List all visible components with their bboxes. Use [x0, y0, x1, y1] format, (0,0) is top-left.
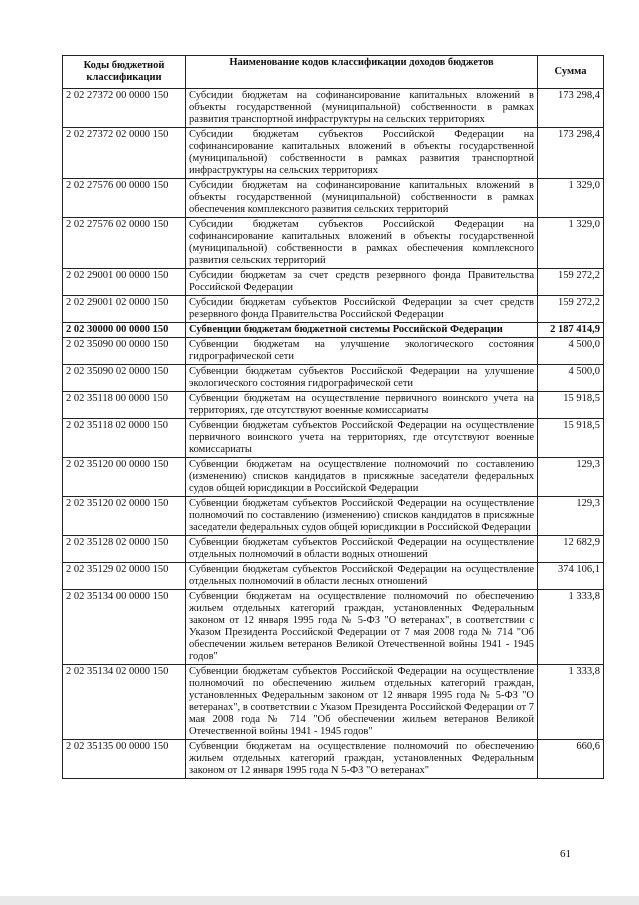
- budget-code-cell: 2 02 35134 00 0000 150: [63, 590, 186, 665]
- amount-cell: 4 500,0: [538, 338, 604, 365]
- budget-code-cell: 2 02 35134 02 0000 150: [63, 665, 186, 740]
- table-row: [63, 323, 604, 338]
- budget-code-cell: 2 02 27576 00 0000 150: [63, 179, 186, 218]
- description-cell: Субвенции бюджетам на осуществление полномочий по составлению (изменению) списков кандидатов в присяжные заседатели федеральных судов общей юрисдикции в Российской Федерации: [186, 458, 538, 497]
- amount-cell: 173 298,4: [538, 89, 604, 128]
- table-row: [63, 179, 604, 218]
- table-row: [63, 458, 604, 497]
- amount-cell: 12 682,9: [538, 536, 604, 563]
- header-sum: Сумма: [538, 56, 604, 89]
- budget-classification-table: [62, 55, 604, 779]
- budget-code-cell: 2 02 35129 02 0000 150: [63, 563, 186, 590]
- amount-cell: 129,3: [538, 497, 604, 536]
- amount-cell: 129,3: [538, 458, 604, 497]
- budget-code-cell: 2 02 35118 00 0000 150: [63, 392, 186, 419]
- amount-cell: 1 329,0: [538, 179, 604, 218]
- description-cell: Субвенции бюджетам субъектов Российской Федерации на осуществление отдельных полномочий в области лесных отношений: [186, 563, 538, 590]
- budget-code-cell: 2 02 35090 00 0000 150: [63, 338, 186, 365]
- table-row: [63, 392, 604, 419]
- header-name: Наименование кодов классификации доходов бюджетов: [186, 56, 538, 89]
- description-cell: Субсидии бюджетам на софинансирование капитальных вложений в объекты государственной (муниципальной) собственности в рамках развития транспортной инфраструктуры на сельских территориях: [186, 89, 538, 128]
- description-cell: Субвенции бюджетам на улучшение экологического состояния гидрографической сети: [186, 338, 538, 365]
- budget-code-cell: 2 02 29001 02 0000 150: [63, 296, 186, 323]
- amount-cell: 660,6: [538, 740, 604, 779]
- table-row: [63, 665, 604, 740]
- description-cell: Субвенции бюджетам субъектов Российской Федерации на осуществление отдельных полномочий в области водных отношений: [186, 536, 538, 563]
- amount-cell: 15 918,5: [538, 419, 604, 458]
- amount-cell: 15 918,5: [538, 392, 604, 419]
- amount-cell: 2 187 414,9: [538, 323, 604, 338]
- budget-code-cell: 2 02 35120 00 0000 150: [63, 458, 186, 497]
- budget-code-cell: 2 02 35120 02 0000 150: [63, 497, 186, 536]
- header-codes: Коды бюджетной классификации: [63, 56, 186, 89]
- table-row: [63, 218, 604, 269]
- table-header-row: [63, 56, 604, 89]
- table-row: [63, 497, 604, 536]
- table-row: [63, 365, 604, 392]
- table-row: [63, 269, 604, 296]
- table-row: [63, 563, 604, 590]
- amount-cell: 374 106,1: [538, 563, 604, 590]
- budget-code-cell: 2 02 27576 02 0000 150: [63, 218, 186, 269]
- table-row: [63, 338, 604, 365]
- table-row: [63, 128, 604, 179]
- amount-cell: 159 272,2: [538, 269, 604, 296]
- amount-cell: 1 333,8: [538, 665, 604, 740]
- budget-code-cell: 2 02 35135 00 0000 150: [63, 740, 186, 779]
- budget-code-cell: 2 02 30000 00 0000 150: [63, 323, 186, 338]
- description-cell: Субсидии бюджетам субъектов Российской Федерации за счет средств резервного фонда Правительства Российской Федерации: [186, 296, 538, 323]
- description-cell: Субвенции бюджетам субъектов Российской Федерации на улучшение экологического состояния гидрографической сети: [186, 365, 538, 392]
- table-row: [63, 740, 604, 779]
- amount-cell: 1 333,8: [538, 590, 604, 665]
- description-cell: Субвенции бюджетам субъектов Российской Федерации на осуществление полномочий по обеспечению жильем отдельных категорий граждан, установленных Федеральным законом от 12 января 1995 года № 5-ФЗ "О ветеранах", в соответствии с Указом Президента Российской Федерации от 7 мая 2008 года № 714 "Об обеспечении жильем ветеранов Великой Отечественной войны 1941 - 1945 годов": [186, 665, 538, 740]
- description-cell: Субсидии бюджетам за счет средств резервного фонда Правительства Российской Федерации: [186, 269, 538, 296]
- budget-code-cell: 2 02 27372 00 0000 150: [63, 89, 186, 128]
- budget-code-cell: 2 02 35128 02 0000 150: [63, 536, 186, 563]
- table-row: [63, 296, 604, 323]
- budget-code-cell: 2 02 35090 02 0000 150: [63, 365, 186, 392]
- table-row: [63, 536, 604, 563]
- page-number: 61: [560, 848, 571, 860]
- table-row: [63, 590, 604, 665]
- amount-cell: 173 298,4: [538, 128, 604, 179]
- scan-bottom-edge: [0, 896, 639, 905]
- description-cell: Субсидии бюджетам на софинансирование капитальных вложений в объекты государственной (муниципальной) собственности в рамках обеспечения комплексного развития сельских территорий: [186, 179, 538, 218]
- table-body: [63, 89, 604, 779]
- amount-cell: 4 500,0: [538, 365, 604, 392]
- budget-code-cell: 2 02 35118 02 0000 150: [63, 419, 186, 458]
- description-cell: Субвенции бюджетам бюджетной системы Российской Федерации: [186, 323, 538, 338]
- table-row: [63, 419, 604, 458]
- budget-code-cell: 2 02 27372 02 0000 150: [63, 128, 186, 179]
- amount-cell: 159 272,2: [538, 296, 604, 323]
- description-cell: Субвенции бюджетам на осуществление первичного воинского учета на территориях, где отсутствуют военные комиссариаты: [186, 392, 538, 419]
- description-cell: Субвенции бюджетам на осуществление полномочий по обеспечению жильем отдельных категорий граждан, установленных Федеральным законом от 12 января 1995 года N 5-ФЗ "О ветеранах": [186, 740, 538, 779]
- description-cell: Субсидии бюджетам субъектов Российской Федерации на софинансирование капитальных вложений в объекты государственной (муниципальной) собственности в рамках обеспечения комплексного развития сельских территорий: [186, 218, 538, 269]
- table-row: [63, 89, 604, 128]
- description-cell: Субвенции бюджетам на осуществление полномочий по обеспечению жильем отдельных категорий граждан, установленных Федеральным законом от 12 января 1995 года № 5-ФЗ "О ветеранах", в соответствии с Указом Президента Российской Федерации от 7 мая 2008 года № 714 "Об обеспечении жильем ветеранов Великой Отечественной войны 1941 - 1945 годов": [186, 590, 538, 665]
- description-cell: Субвенции бюджетам субъектов Российской Федерации на осуществление полномочий по составлению (изменению) списков кандидатов в присяжные заседатели федеральных судов общей юрисдикции в Российской Федерации: [186, 497, 538, 536]
- budget-code-cell: 2 02 29001 00 0000 150: [63, 269, 186, 296]
- description-cell: Субвенции бюджетам субъектов Российской Федерации на осуществление первичного воинского учета на территориях, где отсутствуют военные комиссариаты: [186, 419, 538, 458]
- description-cell: Субсидии бюджетам субъектов Российской Федерации на софинансирование капитальных вложений в объекты государственной (муниципальной) собственности в рамках развития транспортной инфраструктуры на сельских территориях: [186, 128, 538, 179]
- amount-cell: 1 329,0: [538, 218, 604, 269]
